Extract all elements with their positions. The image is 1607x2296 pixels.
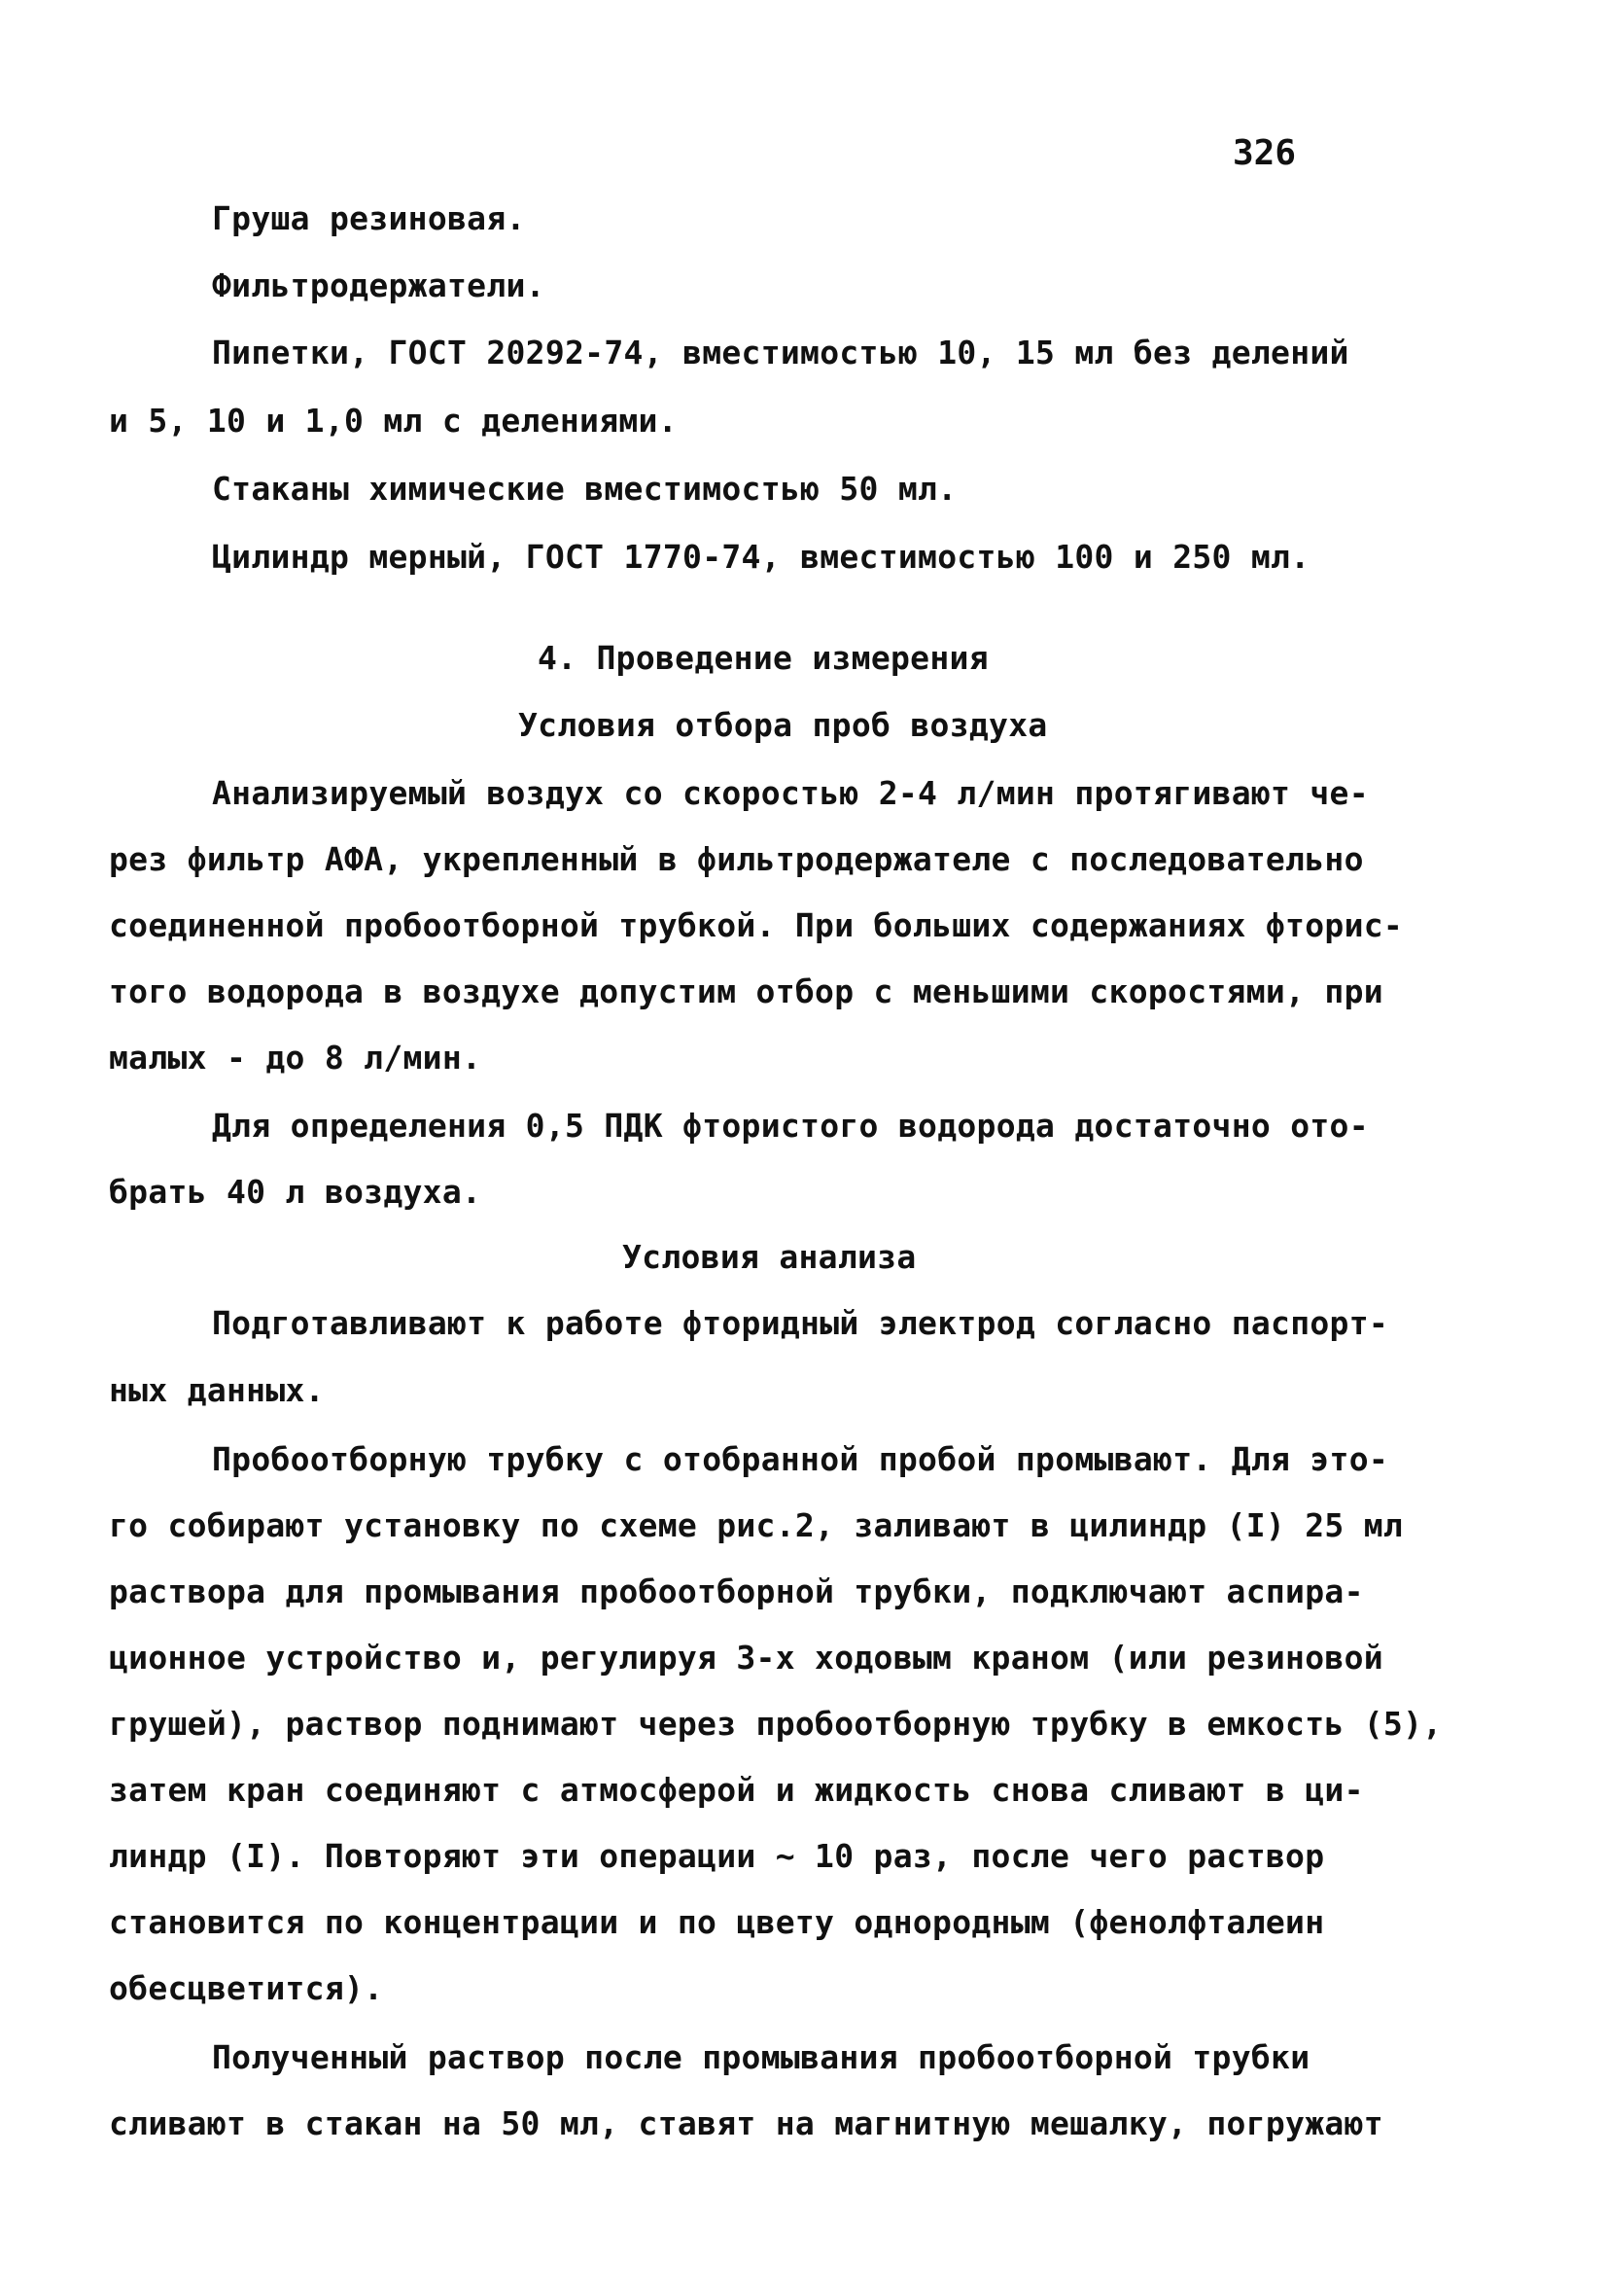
paragraph-line: Для определения 0,5 ПДК фтористого водорода достаточно ото- bbox=[212, 1107, 1369, 1145]
subheading-analysis: Условия анализа bbox=[622, 1238, 917, 1276]
paragraph-line: затем кран соединяют с атмосферой и жидкость снова сливают в ци- bbox=[109, 1771, 1364, 1809]
paragraph-line: становится по концентрации и по цвету однородным (фенолфталеин bbox=[109, 1903, 1325, 1941]
equipment-line: Груша резиновая. bbox=[212, 199, 526, 237]
paragraph-line: малых - до 8 л/мин. bbox=[109, 1039, 482, 1077]
section-heading: 4. Проведение измерения bbox=[538, 639, 989, 677]
paragraph-line: раствора для промывания пробоотборной трубки, подключают аспира- bbox=[109, 1572, 1364, 1610]
paragraph-line: Полученный раствор после промывания пробоотборной трубки bbox=[212, 2038, 1310, 2076]
subheading-sampling: Условия отбора проб воздуха bbox=[518, 706, 1048, 744]
equipment-line: Стаканы химические вместимостью 50 мл. bbox=[212, 470, 958, 508]
paragraph-line: го собирают установку по схеме рис.2, заливают в цилиндр (I) 25 мл bbox=[109, 1506, 1404, 1544]
paragraph-line: ционное устройство и, регулируя 3-х ходовым краном (или резиновой bbox=[109, 1639, 1383, 1677]
paragraph-line: того водорода в воздухе допустим отбор с меньшими скоростями, при bbox=[109, 972, 1383, 1010]
paragraph-line: Пробоотборную трубку с отобранной пробой промывают. Для это- bbox=[212, 1440, 1389, 1478]
paragraph-line: обесцветится). bbox=[109, 1969, 384, 2007]
paragraph-line: грушей), раствор поднимают через пробоотборную трубку в емкость (5), bbox=[109, 1705, 1443, 1743]
paragraph-line: ных данных. bbox=[109, 1371, 325, 1409]
paragraph-line: сливают в стакан на 50 мл, ставят на магнитную мешалку, погружают bbox=[109, 2104, 1383, 2142]
equipment-line: Цилиндр мерный, ГОСТ 1770-74, вместимостью 100 и 250 мл. bbox=[212, 538, 1310, 576]
equipment-line: и 5, 10 и 1,0 мл с делениями. bbox=[109, 402, 678, 440]
equipment-line: Фильтродержатели. bbox=[212, 266, 545, 304]
paragraph-line: Подготавливают к работе фторидный электрод согласно паспорт- bbox=[212, 1304, 1389, 1342]
paragraph-line: линдр (I). Повторяют эти операции ~ 10 раз, после чего раствор bbox=[109, 1837, 1325, 1875]
paragraph-line: брать 40 л воздуха. bbox=[109, 1173, 482, 1211]
paragraph-line: рез фильтр АФА, укрепленный в фильтродержателе с последовательно bbox=[109, 840, 1364, 878]
equipment-line: Пипетки, ГОСТ 20292-74, вместимостью 10, 15 мл без делений bbox=[212, 334, 1349, 371]
page-number: 326 bbox=[1233, 133, 1297, 173]
paragraph-line: Анализируемый воздух со скоростью 2-4 л/мин протягивают че- bbox=[212, 774, 1369, 812]
paragraph-line: соединенной пробоотборной трубкой. При больших содержаниях фторис- bbox=[109, 906, 1404, 944]
